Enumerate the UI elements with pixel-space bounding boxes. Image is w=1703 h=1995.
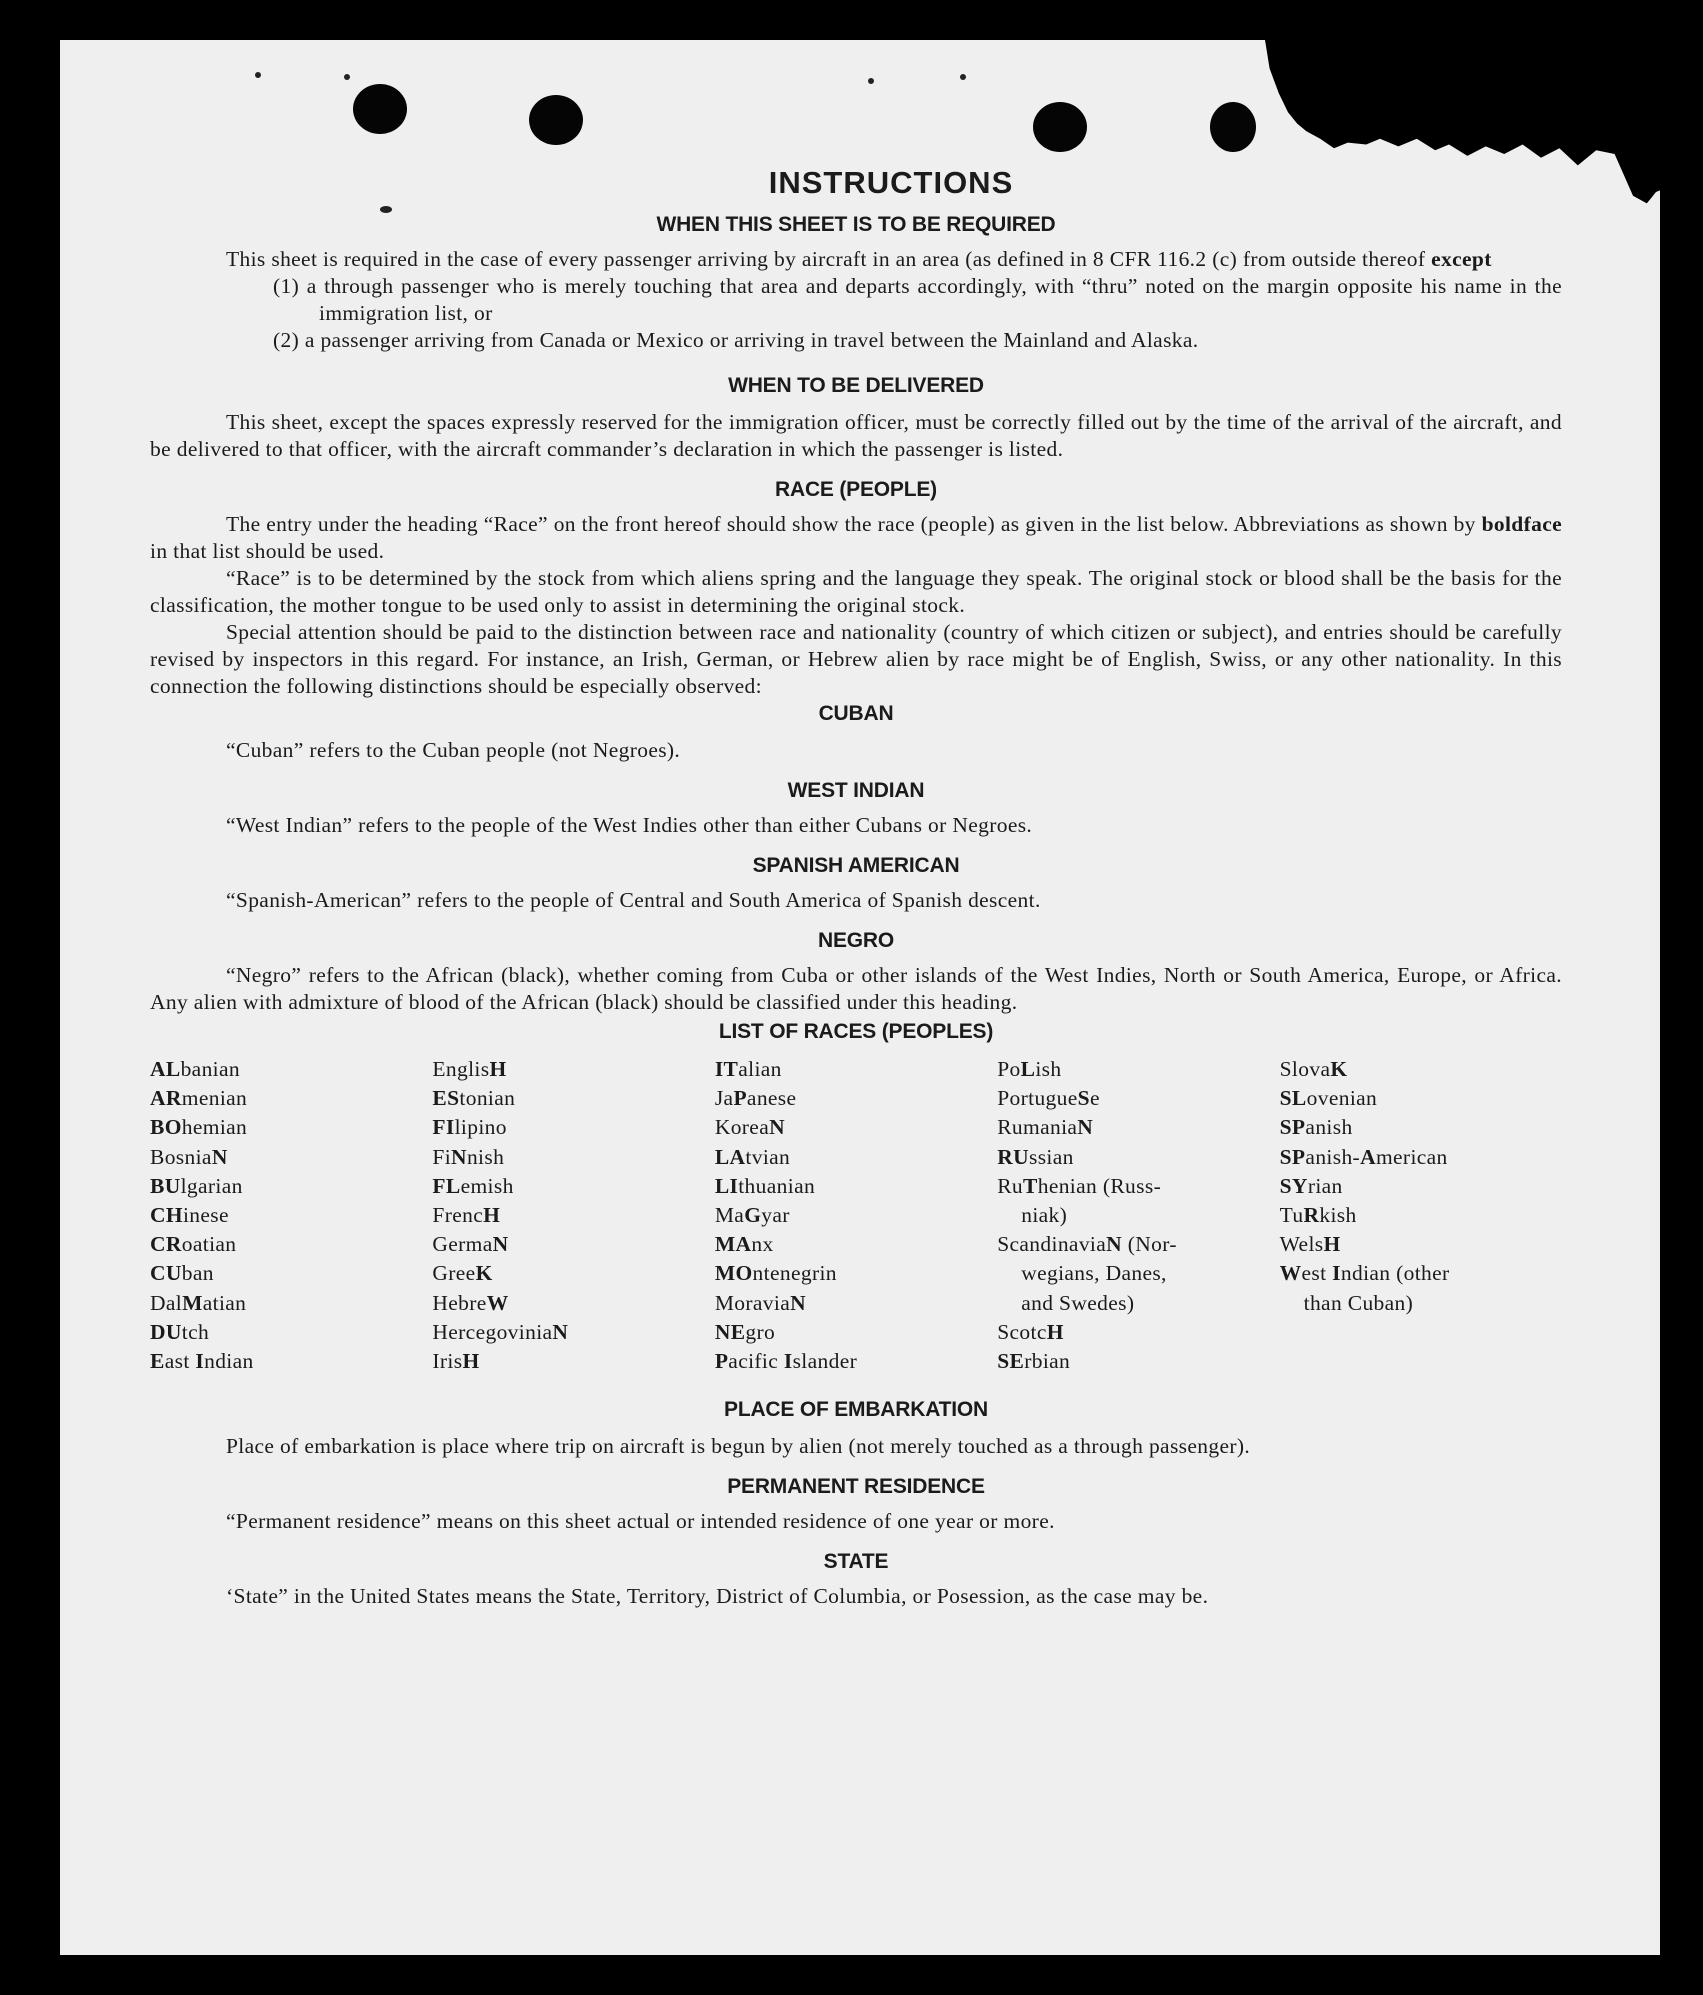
race-entry-segment: NE	[714, 1319, 746, 1344]
race-entry-segment: (Nor-	[1122, 1232, 1177, 1257]
race-column	[1280, 1055, 1562, 1376]
race-entry-segment: H	[1046, 1319, 1064, 1344]
race-entry-segment: lipino	[454, 1115, 507, 1140]
race-entry	[1280, 1055, 1562, 1084]
race-entry	[1280, 1259, 1562, 1288]
race-entry-segment: N	[451, 1144, 467, 1169]
race-entry-segment: Englis	[432, 1057, 490, 1081]
paper-speck	[868, 78, 874, 84]
race-entry-segment: IT	[714, 1057, 739, 1081]
race-entry	[997, 1259, 1279, 1288]
race-entry	[997, 1084, 1279, 1113]
race-entry-segment: est	[1301, 1261, 1333, 1286]
race-entry	[1280, 1230, 1562, 1259]
race-entry	[150, 1143, 432, 1172]
paper-speck	[255, 72, 261, 78]
race-entry-segment: merican	[1375, 1144, 1448, 1169]
race-entry	[150, 1113, 432, 1142]
exception-item: (1) a through passenger who is merely touching that area and departs accordingly, with “thru” noted on the margin opposite his name in the immigration list, or	[273, 274, 1562, 325]
race-entry-segment: LA	[714, 1144, 746, 1169]
race-entry	[715, 1289, 997, 1318]
race-entry-segment: slander	[792, 1349, 858, 1374]
paragraph-residence: “Permanent residence” means on this sheet actual or intended residence of one year or more.	[226, 1509, 1055, 1534]
races-list	[150, 1055, 1562, 1376]
race-entry	[432, 1084, 714, 1113]
race-entry	[150, 1289, 432, 1318]
race-entry	[432, 1055, 714, 1084]
paragraph-race-2: “Race” is to be determined by the stock from which aliens spring and the language they speak. The original stock or blood shall be the basis for the classification, the mother tongue to be used only to assist in determining the original stock.	[150, 566, 1562, 617]
race-entry	[715, 1113, 997, 1142]
race-entry	[715, 1318, 997, 1347]
race-entry	[150, 1259, 432, 1288]
race-entry-segment: atian	[202, 1290, 247, 1315]
race-entry-segment: tvian	[745, 1144, 791, 1169]
race-entry-segment: N	[769, 1115, 785, 1140]
race-entry-segment: AR	[150, 1086, 182, 1111]
race-entry-segment: Ja	[714, 1086, 734, 1111]
race-entry-segment: SY	[1279, 1173, 1308, 1198]
race-entry	[997, 1289, 1279, 1318]
race-entry-segment: anish-	[1305, 1144, 1361, 1169]
race-entry	[150, 1172, 432, 1201]
section-heading-spanish-american: SPANISH AMERICAN	[752, 854, 960, 877]
race-entry-segment: ndian	[204, 1349, 254, 1374]
section-heading-negro: NEGRO	[817, 929, 894, 952]
race-entry-segment: N	[790, 1290, 806, 1315]
race-entry	[432, 1230, 714, 1259]
race-entry-segment: Bosnia	[150, 1144, 212, 1169]
race-entry-segment: RU	[997, 1144, 1029, 1169]
race-entry-segment: anese	[746, 1086, 797, 1111]
race-entry	[715, 1172, 997, 1201]
race-entry-segment: SE	[997, 1349, 1025, 1374]
race-entry-segment: I	[783, 1349, 793, 1374]
race-entry-segment: L	[1020, 1057, 1036, 1081]
race-entry-segment: W	[486, 1290, 509, 1315]
race-entry-segment: lgarian	[180, 1173, 243, 1198]
race-entry-segment: nish	[466, 1144, 505, 1169]
race-entry-segment: anish	[1305, 1115, 1353, 1140]
race-entry-segment: N	[211, 1144, 228, 1169]
race-entry-segment: Hebre	[432, 1290, 487, 1315]
paragraph-race-1: The entry under the heading “Race” on the front hereof should show the race (people) as given in the list below. Abbreviations as shown by boldface in that list should be used.	[150, 512, 1562, 563]
race-entry	[715, 1084, 997, 1113]
race-entry-segment: oatian	[181, 1232, 237, 1257]
race-entry-segment: ovenian	[1306, 1086, 1378, 1111]
race-entry-segment: FI	[432, 1115, 455, 1140]
race-entry	[997, 1347, 1279, 1376]
section-heading-embarkation: PLACE OF EMBARKATION	[724, 1398, 988, 1422]
race-entry	[150, 1084, 432, 1113]
race-entry-segment: nx	[751, 1232, 774, 1257]
race-entry-segment: Moravia	[714, 1290, 791, 1315]
race-entry-segment: Ma	[714, 1203, 745, 1228]
race-entry-segment: ast	[164, 1349, 196, 1374]
race-entry-segment: Korea	[714, 1115, 770, 1140]
race-entry	[997, 1172, 1279, 1201]
race-entry	[715, 1259, 997, 1288]
race-entry-segment: MO	[714, 1261, 753, 1286]
race-entry-segment: W	[1279, 1261, 1302, 1286]
paragraph-race-3: Special attention should be paid to the distinction between race and nationality (country of which citizen or subject), and entries should be carefully revised by inspectors in this regard. For instance, an Irish, German, or Hebrew alien by race might be of English, Swiss, or any other nationality. In this connection the following distinctions should be especially observed:	[150, 620, 1562, 698]
race-entry	[997, 1143, 1279, 1172]
race-entry	[150, 1230, 432, 1259]
race-entry-segment: N	[1106, 1232, 1123, 1257]
race-entry-segment: wegians, Danes,	[1021, 1261, 1167, 1286]
race-entry	[1280, 1172, 1562, 1201]
section-heading-residence: PERMANENT RESIDENCE	[727, 1475, 985, 1499]
race-entry-segment: Scotc	[997, 1319, 1047, 1344]
punch-hole	[353, 84, 407, 134]
race-entry	[432, 1201, 714, 1230]
race-entry-segment: G	[744, 1203, 762, 1228]
race-entry	[715, 1143, 997, 1172]
section-heading-west-indian: WEST INDIAN	[787, 779, 925, 802]
paper-speck	[960, 74, 966, 80]
race-entry-segment: hemian	[181, 1115, 248, 1140]
race-entry-segment: K	[1330, 1057, 1348, 1081]
race-entry-segment: E	[150, 1349, 165, 1374]
paragraph-cuban: “Cuban” refers to the Cuban people (not Negroes).	[226, 738, 681, 762]
race-entry	[150, 1347, 432, 1376]
race-entry	[1280, 1084, 1562, 1113]
race-entry-segment: MA	[714, 1232, 752, 1257]
race-entry	[1280, 1113, 1562, 1142]
race-entry-segment: P	[733, 1086, 747, 1111]
race-column	[997, 1055, 1279, 1376]
race-entry-segment: H	[1323, 1232, 1341, 1257]
race-entry-segment: Iris	[432, 1349, 463, 1374]
race-entry	[715, 1347, 997, 1376]
section-heading-cuban: CUBAN	[818, 702, 894, 725]
race-entry-segment: Ru	[997, 1173, 1024, 1198]
race-entry-segment: ban	[181, 1261, 214, 1286]
race-entry-segment: rian	[1307, 1173, 1343, 1198]
race-entry-segment: ES	[432, 1086, 460, 1111]
race-entry-segment: A	[1360, 1144, 1376, 1169]
paragraph-state: ‘State” in the United States means the State, Territory, District of Columbia, or Posession, as the case may be.	[226, 1584, 1209, 1609]
race-entry	[150, 1201, 432, 1230]
race-entry	[715, 1201, 997, 1230]
race-entry-segment: CH	[150, 1203, 183, 1228]
race-entry-segment: SP	[1279, 1144, 1306, 1169]
race-entry-segment: K	[475, 1261, 493, 1286]
race-entry	[432, 1318, 714, 1347]
race-entry-segment: niak)	[1021, 1203, 1068, 1228]
race-entry-segment: tonian	[459, 1086, 516, 1111]
race-entry-segment: Tu	[1279, 1203, 1304, 1228]
paragraph-required: This sheet is required in the case of every passenger arriving by aircraft in an area (as defined in 8 CFR 116.2 (c) from outside thereof except	[226, 247, 1492, 271]
race-entry-segment: Scandinavia	[997, 1232, 1107, 1257]
race-entry-segment: N	[552, 1319, 569, 1344]
race-entry	[150, 1318, 432, 1347]
paper-speck	[344, 74, 350, 80]
race-entry-segment: Frenc	[432, 1203, 484, 1228]
paragraph-spanish-american: “Spanish-American” refers to the people of Central and South America of Spanish descent.	[226, 888, 1041, 912]
section-heading-race: RACE (PEOPLE)	[775, 478, 937, 501]
race-entry-segment: Slova	[1279, 1057, 1331, 1081]
exception-item: (2) a passenger arriving from Canada or Mexico or arriving in travel between the Mainland and Alaska.	[273, 328, 1199, 352]
race-entry-segment: yar	[761, 1203, 790, 1228]
race-entry	[1280, 1289, 1562, 1318]
race-entry-segment: and Swedes)	[1021, 1290, 1135, 1315]
race-entry-segment: ish	[1035, 1057, 1062, 1081]
race-entry-segment: banian	[180, 1057, 240, 1081]
race-entry	[150, 1055, 432, 1084]
race-entry-segment: N	[492, 1232, 509, 1257]
section-heading-state: STATE	[823, 1550, 889, 1574]
race-entry-segment: inese	[182, 1203, 229, 1228]
race-entry-segment: FL	[432, 1173, 461, 1198]
race-entry	[1280, 1143, 1562, 1172]
instructions-text	[150, 165, 1562, 1610]
race-entry-segment: than Cuban)	[1303, 1290, 1414, 1315]
race-entry-segment: CR	[150, 1232, 182, 1257]
race-entry	[1280, 1201, 1562, 1230]
document-page	[60, 40, 1660, 1955]
race-entry-segment: T	[1023, 1173, 1038, 1198]
race-entry-segment: acific	[728, 1349, 784, 1374]
section-heading-list: LIST OF RACES (PEOPLES)	[718, 1020, 994, 1043]
race-entry-segment: BU	[150, 1173, 181, 1198]
race-entry-segment: Hercegovinia	[432, 1319, 553, 1344]
race-entry-segment: Portugue	[997, 1086, 1078, 1111]
race-entry-segment: Po	[997, 1057, 1021, 1081]
race-entry-segment: LI	[714, 1173, 739, 1198]
race-entry-segment: H	[462, 1349, 480, 1374]
race-entry-segment: P	[714, 1349, 729, 1374]
race-entry	[432, 1347, 714, 1376]
race-entry-segment: kish	[1319, 1203, 1357, 1228]
race-entry-segment: menian	[181, 1086, 248, 1111]
race-entry	[997, 1318, 1279, 1347]
section-heading-required: WHEN THIS SHEET IS TO BE REQUIRED	[656, 213, 1056, 236]
paragraph-embarkation: Place of embarkation is place where trip on aircraft is begun by alien (not merely touched as a through passenger).	[226, 1434, 1251, 1459]
race-entry-segment: BO	[150, 1115, 182, 1140]
race-entry-segment: I	[1332, 1261, 1341, 1286]
race-entry-segment: Dal	[150, 1290, 183, 1315]
race-entry-segment: rbian	[1024, 1349, 1071, 1374]
race-column	[715, 1055, 997, 1376]
race-entry	[715, 1230, 997, 1259]
page-title: INSTRUCTIONS	[768, 165, 1014, 200]
race-entry	[432, 1289, 714, 1318]
race-entry	[997, 1055, 1279, 1084]
race-entry-segment: N	[1077, 1115, 1094, 1140]
paragraph-west-indian: “West Indian” refers to the people of the West Indies other than either Cubans or Negroes.	[226, 813, 1033, 837]
race-entry	[432, 1172, 714, 1201]
race-entry-segment: SP	[1279, 1115, 1306, 1140]
punch-hole	[1210, 102, 1256, 152]
race-entry-segment: e	[1089, 1086, 1100, 1111]
race-entry	[432, 1259, 714, 1288]
section-heading-delivered: WHEN TO BE DELIVERED	[728, 374, 984, 397]
race-entry-segment: emish	[460, 1173, 514, 1198]
race-entry-segment: thuanian	[738, 1173, 816, 1198]
race-entry-segment: S	[1077, 1086, 1090, 1111]
punch-hole	[529, 95, 583, 145]
race-entry	[715, 1055, 997, 1084]
race-entry	[997, 1113, 1279, 1142]
race-entry-segment: Germa	[432, 1232, 493, 1257]
race-entry-segment: R	[1303, 1203, 1320, 1228]
race-entry-segment: henian (Russ-	[1037, 1173, 1162, 1198]
race-entry-segment: Rumania	[997, 1115, 1078, 1140]
race-entry-segment: SL	[1279, 1086, 1307, 1111]
race-entry	[432, 1113, 714, 1142]
race-entry-segment: Gree	[432, 1261, 476, 1286]
race-entry-segment: alian	[738, 1057, 782, 1081]
race-entry-segment: H	[483, 1203, 501, 1228]
race-entry-segment: ntenegrin	[752, 1261, 837, 1286]
punch-hole	[1033, 102, 1087, 152]
race-column	[150, 1055, 432, 1376]
race-column	[432, 1055, 714, 1376]
race-entry-segment: DU	[150, 1319, 182, 1344]
race-entry-segment: tch	[181, 1319, 210, 1344]
race-entry	[432, 1143, 714, 1172]
race-entry-segment: Fi	[432, 1144, 452, 1169]
race-entry-segment: CU	[150, 1261, 182, 1286]
race-entry-segment: AL	[150, 1057, 181, 1081]
race-entry-segment: gro	[745, 1319, 776, 1344]
race-entry	[997, 1201, 1279, 1230]
race-entry-segment: I	[195, 1349, 205, 1374]
race-entry-segment: ndian (other	[1340, 1261, 1450, 1286]
race-entry-segment: H	[489, 1057, 507, 1081]
paragraph-delivered: This sheet, except the spaces expressly reserved for the immigration officer, must be correctly filled out by the time of the arrival of the aircraft, and be delivered to that officer, with the aircraft commander’s declaration in which the passenger is listed.	[150, 410, 1562, 461]
paragraph-negro: “Negro” refers to the African (black), whether coming from Cuba or other islands of the West Indies, North or South America, Europe, or Africa. Any alien with admixture of blood of the African (black) should be classified under this heading.	[150, 963, 1562, 1014]
race-entry-segment: Wels	[1279, 1232, 1324, 1257]
race-entry-segment: ssian	[1028, 1144, 1074, 1169]
race-entry-segment: M	[182, 1290, 203, 1315]
race-entry	[997, 1230, 1279, 1259]
